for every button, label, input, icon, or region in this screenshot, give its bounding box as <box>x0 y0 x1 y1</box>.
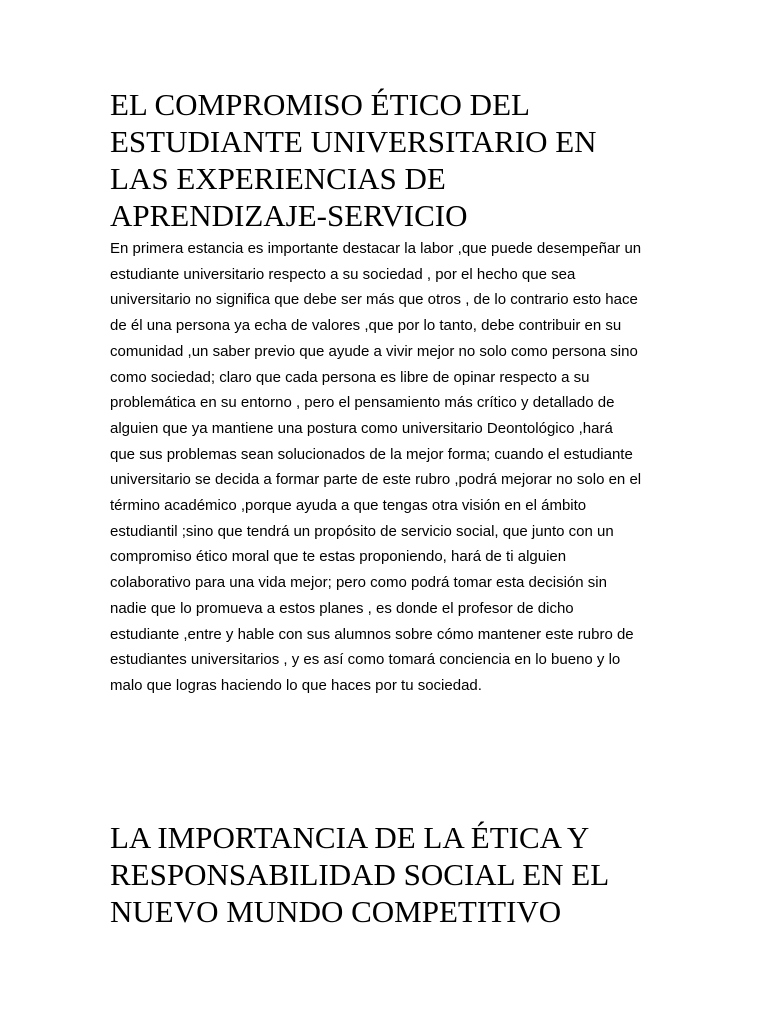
paragraph-line: estudiante universitario respecto a su sociedad , por el hecho que sea <box>110 265 576 283</box>
heading-line: RESPONSABILIDAD SOCIAL EN EL <box>110 857 610 892</box>
paragraph-line: problemática en su entorno , pero el pensamiento más crítico y detallado de <box>110 394 615 412</box>
paragraph-line: colaborativo para una vida mejor; pero como podrá tomar esta decisión sin <box>110 574 607 592</box>
heading-line: ESTUDIANTE UNIVERSITARIO EN <box>110 124 597 159</box>
heading-line: APRENDIZAJE-SERVICIO <box>110 198 468 233</box>
paragraph-line: estudiantes universitarios , y es así como tomará conciencia en lo bueno y lo <box>110 651 621 669</box>
paragraph-line: estudiantil ;sino que tendrá un propósito de servicio social, que junto con un <box>110 522 614 540</box>
paragraph-line: nadie que lo promueva a estos planes , es donde el profesor de dicho <box>110 599 574 617</box>
paragraph-line: de él una persona ya echa de valores ,que por lo tanto, debe contribuir en su <box>110 317 622 335</box>
paragraph-line: universitario se decida a formar parte de este rubro ,podrá mejorar no solo en el <box>110 471 642 489</box>
paragraph-line: alguien que ya mantiene una postura como universitario Deontológico ,hará <box>110 419 613 437</box>
paragraph-line: malo que logras haciendo lo que haces por tu sociedad. <box>110 676 482 694</box>
paragraph-line: que sus problemas sean solucionados de la mejor forma; cuando el estudiante <box>110 445 633 463</box>
heading-line: LAS EXPERIENCIAS DE <box>110 161 446 196</box>
heading-line: LA IMPORTANCIA DE LA ÉTICA Y <box>110 820 590 855</box>
heading-line: EL COMPROMISO ÉTICO DEL <box>110 87 530 122</box>
paragraph-line: comunidad ,un saber previo que ayude a vivir mejor no solo como persona sino <box>110 342 638 360</box>
paragraph-line: estudiante ,entre y hable con sus alumnos sobre cómo mantener este rubro de <box>110 625 634 643</box>
paragraph-line: término académico ,porque ayuda a que tengas otra visión en el ámbito <box>110 497 587 515</box>
paragraph-line: compromiso ético moral que te estas proponiendo, hará de ti alguien <box>110 548 567 566</box>
paragraph-line: En primera estancia es importante destacar la labor ,que puede desempeñar un <box>110 240 642 257</box>
paragraph-line: como sociedad; claro que cada persona es libre de opinar respecto a su <box>110 368 590 386</box>
section-2-heading <box>110 819 670 930</box>
heading-line: NUEVO MUNDO COMPETITIVO <box>110 894 562 929</box>
paragraph-line: universitario no significa que debe ser más que otros , de lo contrario esto hace <box>110 291 638 309</box>
section-1-paragraph <box>110 236 670 699</box>
section-1-heading <box>110 86 670 234</box>
